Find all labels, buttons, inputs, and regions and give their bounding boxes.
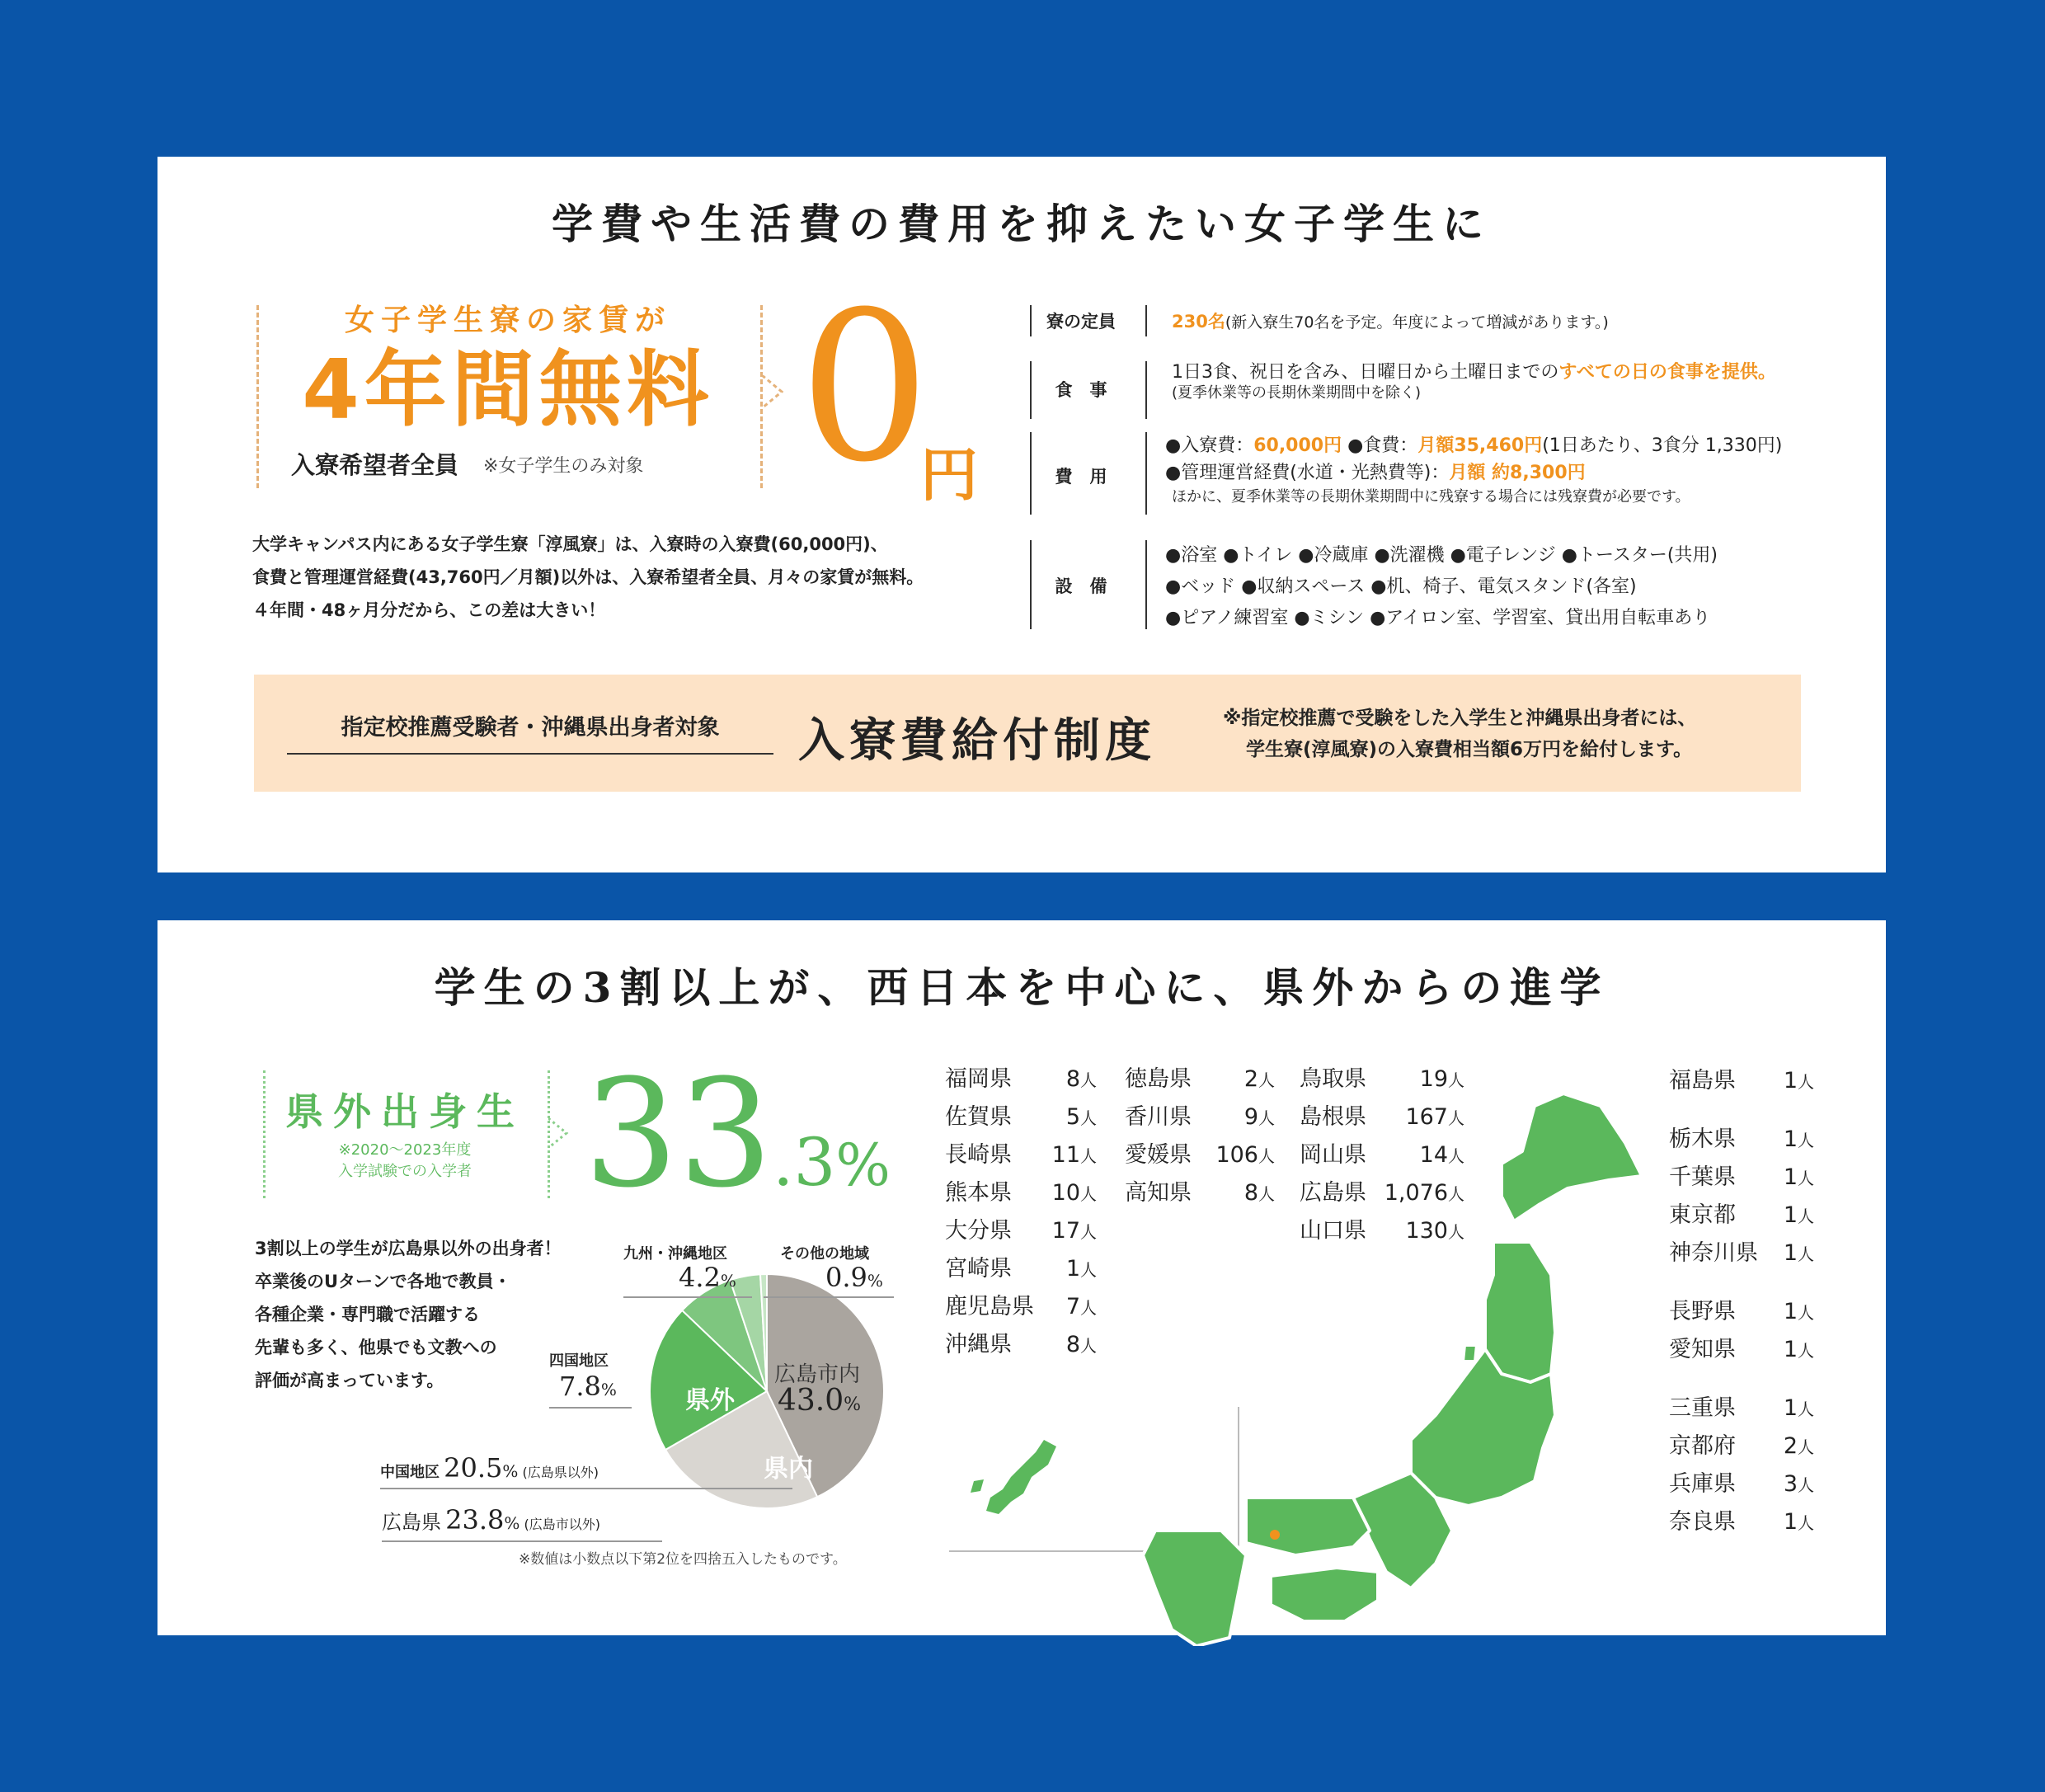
- cost-food-value: 月額35,460円: [1417, 435, 1543, 456]
- meal-row: [1172, 361, 1776, 402]
- pref-count: 1: [1783, 1395, 1798, 1421]
- chevron-icon: [548, 1118, 570, 1148]
- city-name: 広島市内: [774, 1362, 861, 1387]
- pref-count: 10: [1051, 1180, 1080, 1206]
- capacity-label: 寮の定員: [1046, 312, 1116, 332]
- pct-sign: %: [600, 1380, 617, 1399]
- pie-footnote: ※数値は小数点以下第2位を四捨五入したものです。: [519, 1551, 847, 1568]
- pref-unit: 人: [1258, 1070, 1275, 1090]
- pref-unit: 人: [1798, 1206, 1814, 1226]
- cost-mgmt-label: ●管理運営経費(水道・光熱費等)：: [1165, 463, 1450, 483]
- pct-decimal: .3: [773, 1124, 836, 1201]
- pref-unit: 人: [1258, 1146, 1275, 1166]
- pie-label-out: 県外: [685, 1386, 735, 1415]
- pref-name: 広島県: [1300, 1180, 1366, 1206]
- pref-name: 福島県: [1669, 1068, 1736, 1094]
- sado: [1463, 1345, 1477, 1362]
- desc-line2: 食費と管理運営経費(43,760円／月額)以外は、入寮希望者全員、月々の家賃が無料。: [252, 567, 924, 587]
- pref-count: 1: [1065, 1256, 1080, 1282]
- pref-unit: 人: [1258, 1184, 1275, 1204]
- section1-title: 学費や生活費の費用を抑えたい女子学生に: [552, 200, 1492, 248]
- pref-unit: 人: [1080, 1108, 1097, 1128]
- divider: [1145, 432, 1147, 515]
- pref-unit: 人: [1798, 1244, 1814, 1264]
- pref-count: 1,076: [1384, 1180, 1448, 1206]
- divider: [1030, 305, 1032, 336]
- pref-unit: 人: [1448, 1222, 1464, 1242]
- pref-name: 奈良県: [1669, 1509, 1736, 1535]
- meal-highlight: すべての日の食事を提供。: [1558, 362, 1776, 383]
- pct-sign: %: [867, 1271, 883, 1291]
- leader-line: [764, 1296, 894, 1298]
- origin-description: [255, 1232, 562, 1397]
- tohoku: [1485, 1242, 1555, 1382]
- kyushu-name: 九州・沖縄地区: [623, 1245, 727, 1263]
- shikoku-val: 7.8: [559, 1371, 601, 1402]
- equip-line2: ●ベッド ●収納スペース ●机、椅子、電気スタンド(各室): [1165, 576, 1637, 597]
- pref-count: 5: [1065, 1104, 1080, 1130]
- headline-line2: 4年間無料: [302, 341, 714, 438]
- pref-count: 7: [1065, 1294, 1080, 1319]
- origin-desc-line: 3割以上の学生が広島県以外の出身者！: [255, 1239, 562, 1258]
- pref-name: 兵庫県: [1669, 1471, 1736, 1497]
- pref-name: 熊本県: [945, 1180, 1012, 1206]
- shikoku: [1271, 1568, 1378, 1621]
- pref-unit: 人: [1080, 1146, 1097, 1166]
- chugoku: [1246, 1498, 1370, 1555]
- dorm-description: [252, 528, 924, 627]
- pref-name: 高知県: [1125, 1180, 1192, 1206]
- chugoku-val: 20.5: [444, 1452, 503, 1484]
- cost-food-note: (1日あたり、3食分 1,330円): [1542, 435, 1783, 456]
- pref-name: 神奈川県: [1669, 1240, 1758, 1266]
- meal-note: (夏季休業等の長期休業期間中を除く): [1172, 383, 1422, 402]
- hokkaido: [1502, 1094, 1642, 1221]
- pct-main: 33: [584, 1048, 773, 1221]
- pref-row: [945, 1212, 1097, 1244]
- capacity-row: [1172, 308, 1609, 333]
- pref-name: 宮崎県: [945, 1256, 1012, 1282]
- banner-title: 入寮費給付制度: [798, 714, 1156, 768]
- pie-label-in: 県内: [764, 1455, 813, 1484]
- pref-name: 香川県: [1125, 1104, 1192, 1130]
- pref-unit: 人: [1798, 1303, 1814, 1323]
- pref-count: 1: [1783, 1202, 1798, 1228]
- pref-unit: 人: [1798, 1131, 1814, 1150]
- origin-card: [157, 920, 1886, 1635]
- pref-unit: 人: [1080, 1070, 1097, 1090]
- kyushu-value: [679, 1262, 736, 1293]
- pref-name: 栃木県: [1669, 1126, 1736, 1152]
- pref-unit: 人: [1798, 1169, 1814, 1188]
- capacity-note: (新入寮生70名を予定。年度によって増減があります。): [1225, 313, 1609, 332]
- pref-unit: 人: [1258, 1108, 1275, 1128]
- pref-unit: 人: [1798, 1341, 1814, 1361]
- capacity-value: 230名: [1172, 312, 1225, 332]
- pref-row: [945, 1136, 1097, 1169]
- out-of-pref-note: [273, 1140, 537, 1183]
- pref-count: 8: [1065, 1332, 1080, 1357]
- headline-line1: 女子学生寮の家賃が: [344, 303, 671, 337]
- chugoku-label: [380, 1452, 599, 1484]
- cost-food-label: ●食費：: [1347, 435, 1418, 456]
- leader-line: [623, 1296, 752, 1298]
- pct-sign: %: [504, 1513, 520, 1533]
- meal-label: 食 事: [1055, 380, 1107, 400]
- target-label: 入寮希望者全員: [291, 451, 459, 479]
- origin-desc-line: 各種企業・専門職で活躍する: [255, 1305, 480, 1324]
- pref-name: 京都府: [1669, 1433, 1736, 1459]
- pref-row: [945, 1061, 1097, 1093]
- pref-count: 1: [1783, 1126, 1798, 1152]
- pref-count: 106: [1215, 1142, 1258, 1168]
- pref-unit: 人: [1080, 1336, 1097, 1356]
- origin-desc-line: 卒業後のUターンで各地で教員・: [255, 1272, 511, 1291]
- pref-name: 愛知県: [1669, 1337, 1736, 1362]
- pref-name: 長崎県: [945, 1142, 1012, 1168]
- yen-unit: 円: [920, 441, 978, 509]
- note-years: ※2020～2023年度: [338, 1141, 472, 1159]
- pref-unit: 人: [1080, 1298, 1097, 1318]
- leader-line: [549, 1407, 632, 1409]
- cost-mgmt-value: 月額 約8,300円: [1449, 463, 1586, 483]
- pref-count: 9: [1243, 1104, 1258, 1130]
- pref-unit: 人: [1798, 1072, 1814, 1092]
- desc-line1: 大学キャンパス内にある女子学生寮「淳風寮」は、入寮時の入寮費(60,000円)、: [252, 534, 888, 554]
- japan-map: [1106, 1085, 1815, 1646]
- pref-unit: 人: [1080, 1184, 1097, 1204]
- pref-name: 山口県: [1300, 1218, 1366, 1244]
- chugoku-sub: (広島県以外): [522, 1465, 599, 1480]
- equip-line3: ●ピアノ練習室 ●ミシン ●アイロン室、学習室、貸出用自転車あり: [1165, 608, 1711, 628]
- pref-count: 8: [1065, 1066, 1080, 1092]
- chevron-icon: [762, 375, 787, 408]
- hiroshima-sub: (広島市以外): [524, 1517, 600, 1532]
- other-value: [825, 1262, 883, 1293]
- pref-count: 1: [1783, 1509, 1798, 1535]
- divider: [1145, 305, 1147, 336]
- pct-sign: %: [502, 1461, 519, 1481]
- pref-name: 鹿児島県: [945, 1294, 1034, 1319]
- pref-unit: 人: [1080, 1260, 1097, 1280]
- pref-row: [945, 1250, 1097, 1282]
- pref-count: 167: [1405, 1104, 1448, 1130]
- divider: [1145, 540, 1147, 629]
- origin-desc-line: 先輩も多く、他県でも文教への: [255, 1338, 497, 1357]
- pref-name: 東京都: [1669, 1202, 1736, 1228]
- city-value: [778, 1384, 861, 1418]
- shikoku-name: 四国地区: [549, 1352, 609, 1370]
- banner-note: [1223, 703, 1696, 765]
- pref-count: 1: [1783, 1299, 1798, 1324]
- pref-name: 島根県: [1300, 1104, 1366, 1130]
- banner-note-line2: 学生寮(淳風寮)の入寮費相当額6万円を給付します。: [1246, 739, 1693, 760]
- banner-note-line1: ※指定校推薦で受験をした入学生と沖縄県出身者には、: [1223, 708, 1697, 729]
- cost-admission-label: ●入寮費：: [1165, 435, 1254, 456]
- cost-note: ほかに、夏季休業等の長期休業期間中に残寮する場合には残寮費が必要です。: [1172, 488, 1690, 506]
- pct-sign: %: [844, 1395, 862, 1415]
- pref-row: [945, 1326, 1097, 1358]
- pref-name: 福岡県: [945, 1066, 1012, 1092]
- pref-name: 三重県: [1669, 1395, 1736, 1421]
- pref-name: 鳥取県: [1300, 1066, 1366, 1092]
- pct-sign: %: [720, 1271, 736, 1291]
- pref-name: 沖縄県: [945, 1332, 1012, 1357]
- origin-desc-line: 評価が高まっています。: [255, 1371, 444, 1390]
- pct-sign: %: [835, 1131, 891, 1199]
- pref-unit: 人: [1798, 1399, 1814, 1419]
- out-of-pref-percent: [584, 1048, 891, 1221]
- equip-row: [1165, 540, 1718, 634]
- pref-unit: 人: [1080, 1222, 1097, 1242]
- dotted-border-left: [263, 1070, 266, 1198]
- okinawa-map-icon: [966, 1432, 1065, 1522]
- shikoku-value: [559, 1371, 617, 1402]
- desc-line3: ４年間・48ヶ月分だから、この差は大きい！: [252, 600, 606, 620]
- pref-row: [945, 1288, 1097, 1320]
- pref-name: 徳島県: [1125, 1066, 1192, 1092]
- hiroshima-val: 23.8: [445, 1504, 505, 1536]
- pref-count: 11: [1051, 1142, 1080, 1168]
- zero-number: 0: [799, 267, 931, 507]
- pref-name: 岡山県: [1300, 1142, 1366, 1168]
- kyushu-val: 4.2: [679, 1262, 721, 1293]
- pref-count: 19: [1419, 1066, 1448, 1092]
- leader-line: [382, 1540, 662, 1542]
- pref-unit: 人: [1798, 1437, 1814, 1457]
- pref-row: [945, 1174, 1097, 1206]
- target-note: ※女子学生のみ対象: [483, 456, 644, 477]
- pref-name: 千葉県: [1669, 1164, 1736, 1190]
- pref-unit: 人: [1448, 1146, 1464, 1166]
- pref-count: 1: [1783, 1068, 1798, 1094]
- pref-unit: 人: [1798, 1475, 1814, 1495]
- chugoku-name: 中国地区: [380, 1464, 440, 1481]
- divider: [1145, 361, 1147, 419]
- meal-text: 1日3食、祝日を含み、日曜日から土曜日までの: [1172, 362, 1559, 383]
- section2-title: 学生の3割以上が、西日本を中心に、県外からの進学: [434, 963, 1610, 1012]
- equip-label: 設 備: [1055, 576, 1107, 596]
- kyushu: [1143, 1531, 1246, 1646]
- pref-name: 長野県: [1669, 1299, 1736, 1324]
- dashed-border-left: [256, 305, 259, 488]
- out-of-pref-label: 県外出身生: [285, 1089, 524, 1134]
- pref-unit: 人: [1448, 1108, 1464, 1128]
- divider: [1030, 361, 1032, 419]
- hiroshima-name: 広島県: [382, 1511, 441, 1534]
- pref-name: 愛媛県: [1125, 1142, 1192, 1168]
- pref-count: 14: [1419, 1142, 1448, 1168]
- pref-count: 1: [1783, 1164, 1798, 1190]
- dormitory-card: [157, 157, 1886, 872]
- note-entrants: 入学試験での入学者: [338, 1163, 472, 1180]
- other-name: その他の地域: [780, 1245, 869, 1263]
- pref-count: 1: [1783, 1337, 1798, 1362]
- pref-count: 3: [1783, 1471, 1798, 1497]
- hiroshima-dot: [1270, 1530, 1280, 1540]
- cost-row: [1165, 432, 1782, 508]
- banner-target: 指定校推薦受験者・沖縄県出身者対象: [287, 709, 773, 755]
- city-val: 43.0: [778, 1384, 844, 1418]
- pref-count: 2: [1243, 1066, 1258, 1092]
- divider: [1030, 432, 1032, 515]
- pref-count: 8: [1243, 1180, 1258, 1206]
- equip-line1: ●浴室 ●トイレ ●冷蔵庫 ●洗濯機 ●電子レンジ ●トースター(共用): [1165, 545, 1718, 566]
- cost-label: 費 用: [1055, 467, 1107, 487]
- pref-row: [945, 1098, 1097, 1131]
- pref-unit: 人: [1448, 1184, 1464, 1204]
- other-val: 0.9: [825, 1262, 867, 1293]
- pref-count: 130: [1405, 1218, 1448, 1244]
- pref-unit: 人: [1448, 1070, 1464, 1090]
- pref-unit: 人: [1798, 1513, 1814, 1533]
- cost-admission-value: 60,000円: [1253, 435, 1342, 456]
- scholarship-banner: [254, 675, 1801, 792]
- pref-name: 佐賀県: [945, 1104, 1012, 1130]
- pref-name: 大分県: [945, 1218, 1012, 1244]
- pref-count: 1: [1783, 1240, 1798, 1266]
- hiroshima-label: [382, 1504, 600, 1536]
- divider: [1030, 540, 1032, 629]
- leader-line: [380, 1488, 792, 1489]
- pref-count: 2: [1783, 1433, 1798, 1459]
- pref-count: 17: [1051, 1218, 1080, 1244]
